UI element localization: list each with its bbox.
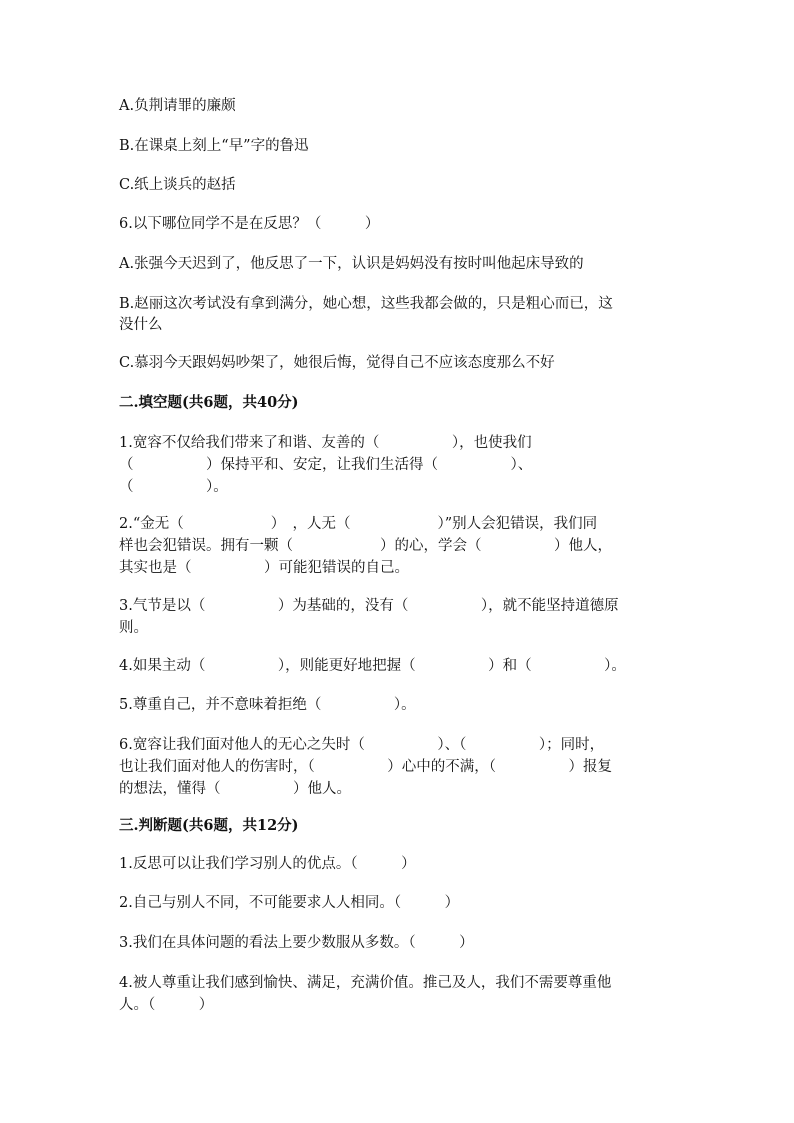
q6-option-b-line1: B.赵丽这次考试没有拿到满分，她心想，这些我都会做的，只是粗心而已，这 (119, 296, 613, 312)
q6-option-b-line2: 没什么 (119, 317, 163, 333)
q5-option-c: C.纸上谈兵的赵括 (119, 177, 236, 193)
fill-q4: 4.如果主动（ ），则能更好地把握（ ）和（ ）。 (119, 658, 626, 674)
fill-q1-line1: 1.宽容不仅给我们带来了和谐、友善的（ ），也使我们 (119, 435, 532, 451)
judge-q4-line2: 人。（ ） (119, 997, 214, 1013)
q6-option-c: C.慕羽今天跟妈妈吵架了，她很后悔，觉得自己不应该态度那么不好 (119, 355, 555, 371)
fill-q3-line2: 则。 (119, 620, 148, 636)
section2-heading: 二.填空题(共6题，共40分) (119, 394, 299, 411)
q5-option-b: B.在课桌上刻上“早”字的鲁迅 (119, 138, 309, 154)
fill-q6-line2: 也让我们面对他人的伤害时，（ ）心中的不满，（ ）报复 (119, 759, 612, 775)
fill-q6-line1: 6.宽容让我们面对他人的无心之失时（ ）、（ ）；同时， (119, 737, 605, 753)
fill-q3-line1: 3.气节是以（ ）为基础的，没有（ ），就不能坚持道德原 (119, 598, 619, 614)
fill-q2-line1: 2.“金无（ ） ，人无（ ）”别人会犯错误，我们同 (119, 516, 598, 532)
q6-stem: 6.以下哪位同学不是在反思？（ ） (119, 216, 380, 232)
fill-q1-line3: （ ）。 (119, 479, 228, 495)
judge-q3: 3.我们在具体问题的看法上要少数服从多数。（ ） (119, 935, 474, 951)
section3-heading: 三.判断题(共6题，共12分) (119, 817, 299, 834)
q6-option-a: A.张强今天迟到了，他反思了一下，认识是妈妈没有按时叫他起床导致的 (119, 256, 584, 272)
fill-q5: 5.尊重自己，并不意味着拒绝（ ）。 (119, 697, 416, 713)
judge-q4-line1: 4.被人尊重让我们感到愉快、满足，充满价值。推己及人，我们不需要尊重他 (119, 975, 612, 991)
fill-q6-line3: 的想法，懂得（ ）他人。 (119, 781, 351, 797)
judge-q2: 2.自己与别人不同，不可能要求人人相同。（ ） (119, 895, 460, 911)
fill-q1-line2: （ ）保持平和、安定，让我们生活得（ ）、 (119, 457, 533, 473)
q5-option-a: A.负荆请罪的廉颇 (119, 98, 236, 114)
fill-q2-line3: 其实也是（ ）可能犯错误的自己。 (119, 560, 409, 576)
fill-q2-line2: 样也会犯错误。拥有一颗（ ）的心，学会（ ）他人， (119, 538, 612, 554)
judge-q1: 1.反思可以让我们学习别人的优点。（ ） (119, 856, 416, 872)
